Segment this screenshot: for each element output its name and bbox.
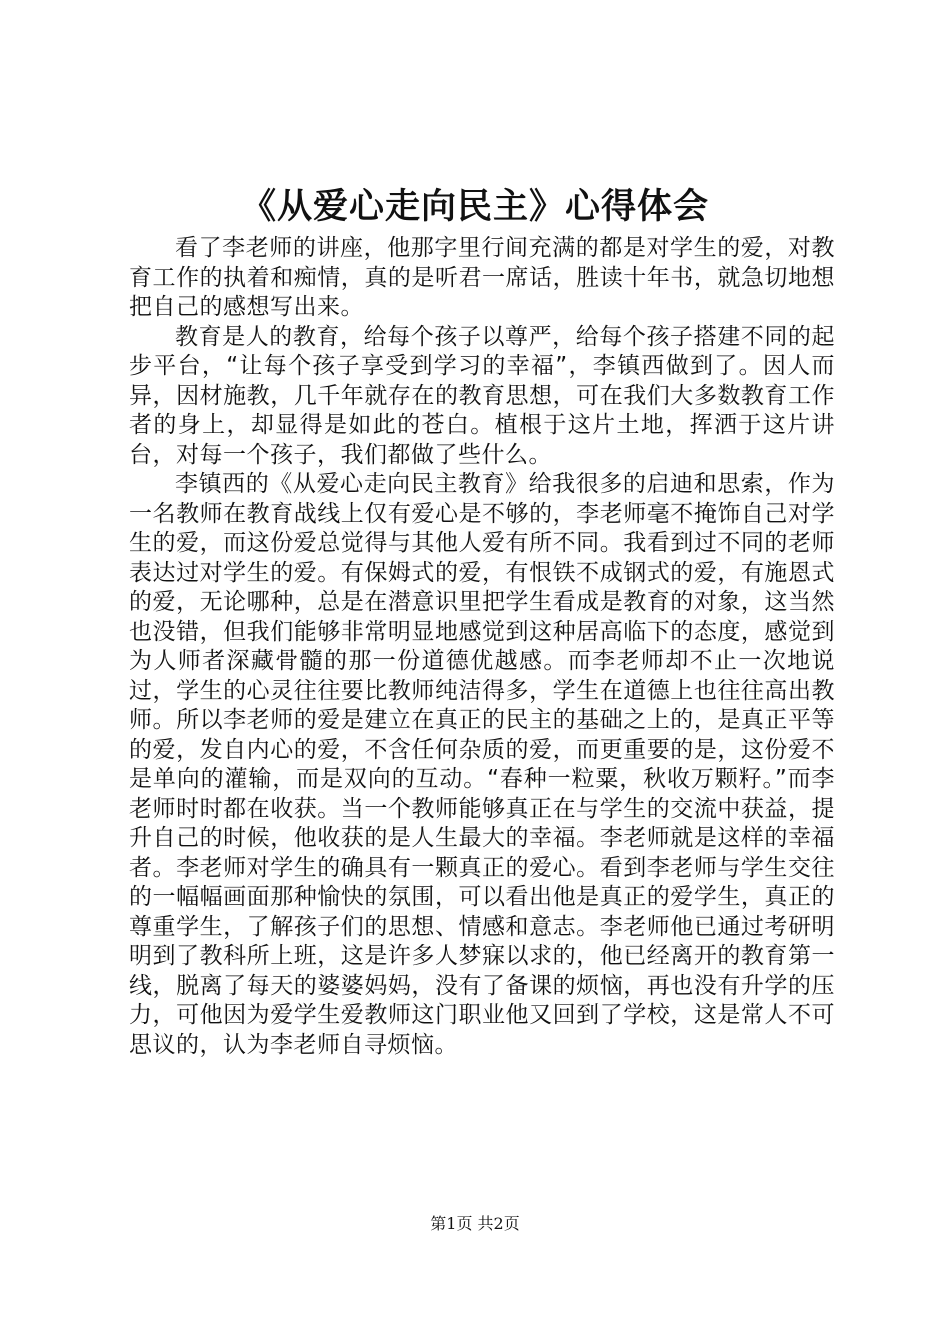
paragraph-3: 李镇西的《从爱心走向民主教育》给我很多的启迪和思索，作为一名教师在教育战线上仅有爱心是不够的，李老师毫不掩饰自己对学生的爱，而这份爱总觉得与其他人爱有所不同。我看到过不同的老师表达过对学生的爱。有保姆式的爱，有恨铁不成钢式的爱，有施恩式的爱，无论哪种，总是在潜意识里把学生看成是教育的对象，这当然也没错，但我们能够非常明显地感觉到这种居高临下的态度，感觉到为人师者深藏骨髓的那一份道德优越感。而李老师却不止一次地说过，学生的心灵往往要比教师纯洁得多，学生在道德上也往往高出教师。所以李老师的爱是建立在真正的民主的基础之上的，是真正平等的爱，发自内心的爱，不含任何杂质的爱，而更重要的是，这份爱不是单向的灌输，而是双向的互动。“春种一粒粟，秋收万颗籽。”而李老师时时都在收获。当一个教师能够真正在与学生的交流中获益，提升自己的时候，他收获的是人生最大的幸福。李老师就是这样的幸福者。李老师对学生的确具有一颗真正的爱心。看到李老师与学生交往的一幅幅画面那种愉快的氛围，可以看出他是真正的爱学生，真正的尊重学生，了解孩子们的思想、情感和意志。李老师他已通过考研明明到了教科所上班，这是许多人梦寐以求的，他已经离开的教育第一线，脱离了每天的婆婆妈妈，没有了备课的烦恼，再也没有升学的压力，可他因为爱学生爱教师这门职业他又回到了学校，这是常人不可思议的，认为李老师自寻烦恼。 (129, 471, 835, 1058)
document-body (129, 234, 835, 1060)
paragraph-1: 看了李老师的讲座，他那字里行间充满的都是对学生的爱，对教育工作的执着和痴情，真的是听君一席话，胜读十年书，就急切地想把自己的感想写出来。 (129, 235, 835, 320)
page-footer: 第1页 共2页 (430, 1214, 520, 1233)
document-title: 《从爱心走向民主》心得体会 (240, 186, 709, 227)
paragraph-2: 教育是人的教育，给每个孩子以尊严，给每个孩子搭建不同的起步平台，“让每个孩子享受到学习的幸福”，李镇西做到了。因人而异，因材施教，几千年就存在的教育思想，可在我们大多数教育工作者的身上，却显得是如此的苍白。植根于这片土地，挥洒于这片讲台，对每一个孩子，我们都做了些什么。 (129, 323, 835, 468)
